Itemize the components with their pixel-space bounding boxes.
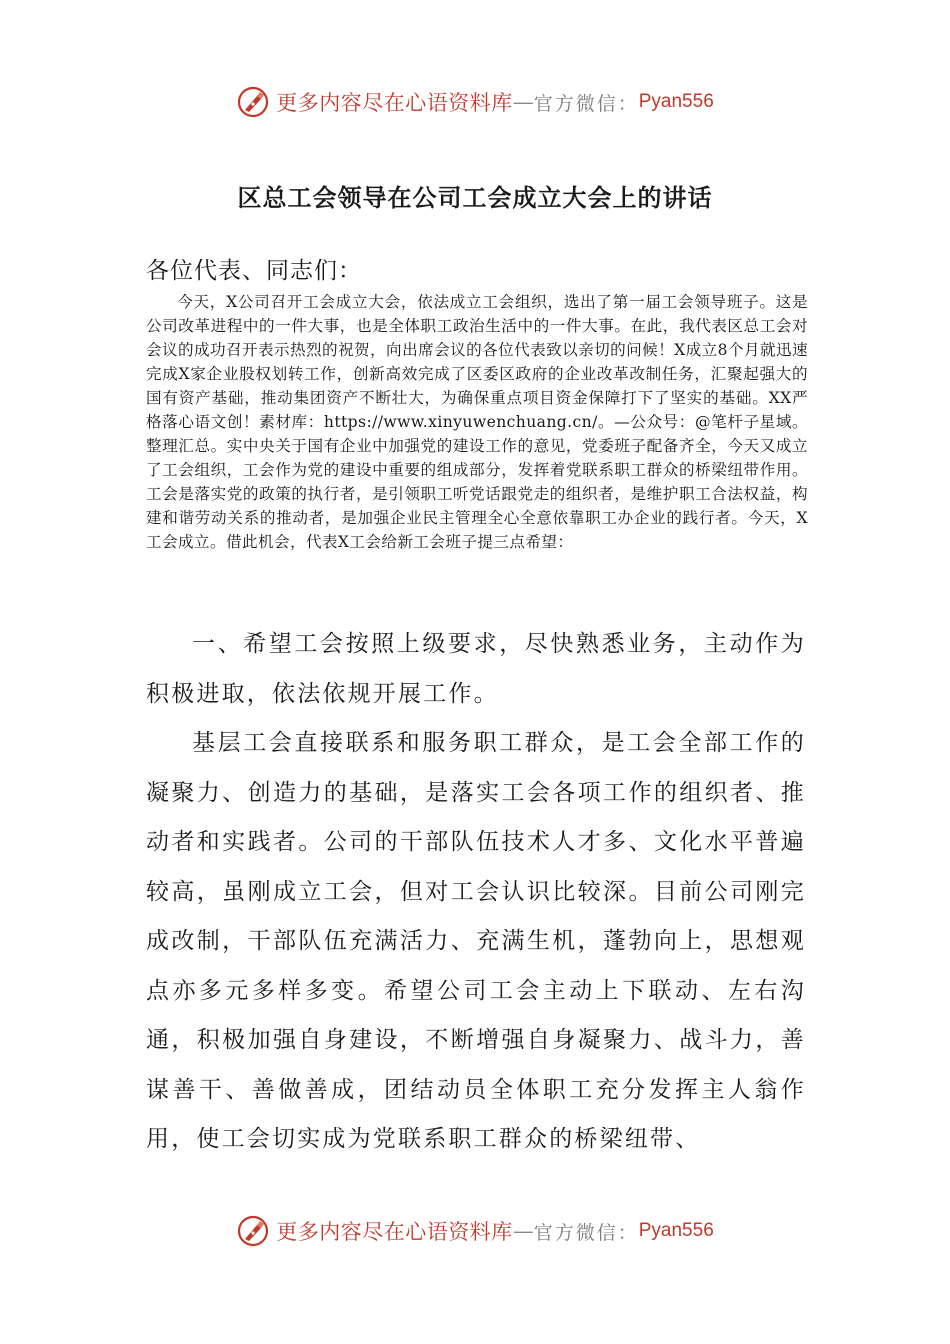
watermark-wechat-id: Pyan556 [638,1220,714,1241]
section-heading-1: 一、希望工会按照上级要求，尽快熟悉业务，主动作为积极进取，依法依规开展工作。 [146,631,806,707]
watermark-wechat-id: Pyan556 [638,91,714,112]
watermark-brand: 更多内容尽在心语资料库 [276,1220,513,1244]
pen-nib-logo-icon [236,1214,270,1248]
watermark-banner-top [0,82,950,122]
intro-paragraph: 今天，X公司召开工会成立大会，依法成立工会组织，选出了第一届工会领导班子。这是公司改革进程中的一件大事，也是全体职工政治生活中的一件大事。在此，我代表区总工会对会议的成功召开表示热烈的祝贺，向出席会议的各位代表致以亲切的问候！X成立8个月就迅速完成X家企业股权划转工作，创新高效完成了区委区政府的企业改革改制任务，汇聚起强大的国有资产基础，推动集团资产不断壮大，为确保重点项目资金保障打下了坚实的基础。XX严格落心语文创！素材库：https://www.xinyuwenchuang.cn/。—公众号：@笔杆子星域。整理汇总。实中央关于国有企业中加强党的建设工作的意见，党委班子配备齐全，今天又成立了工会组织，工会作为党的建设中重要的组成部分，发挥着党联系职工群众的桥梁纽带作用。工会是落实党的政策的执行者，是引领职工听党话跟党走的组织者，是维护职工合法权益，构建和谐劳动关系的推动者，是加强企业民主管理全心全意依靠职工办企业的践行者。今天，X工会成立。借此机会，代表X工会给新工会班子提三点希望： [146,293,808,551]
watermark-wechat-label: 官方微信： [533,1221,639,1244]
watermark-brand: 更多内容尽在心语资料库 [276,91,513,115]
watermark-banner-bottom [0,1211,950,1251]
pen-nib-logo-icon [236,85,270,119]
salutation: 各位代表、同志们： [146,258,362,284]
body-paragraph-1: 基层工会直接联系和服务职工群众，是工会全部工作的凝聚力、创造力的基础，是落实工会各项工作的组织者、推动者和实践者。公司的干部队伍技术人才多、文化水平普遍较高，虽刚成立工会，但对工会认识比较深。目前公司刚完成改制，干部队伍充满活力、充满生机，蓬勃向上，思想观点亦多元多样多变。希望公司工会主动上下联动、左右沟通，积极加强自身建设，不断增强自身凝聚力、战斗力，善谋善干、善做善成，团结动员全体职工充分发挥主人翁作用，使工会切实成为党联系职工群众的桥梁纽带、 [146,730,806,1152]
watermark-wechat-label: 官方微信： [533,92,639,115]
watermark-separator: — [512,90,534,114]
document-title: 区总工会领导在公司工会成立大会上的讲话 [237,183,713,212]
watermark-separator: — [512,1219,534,1243]
